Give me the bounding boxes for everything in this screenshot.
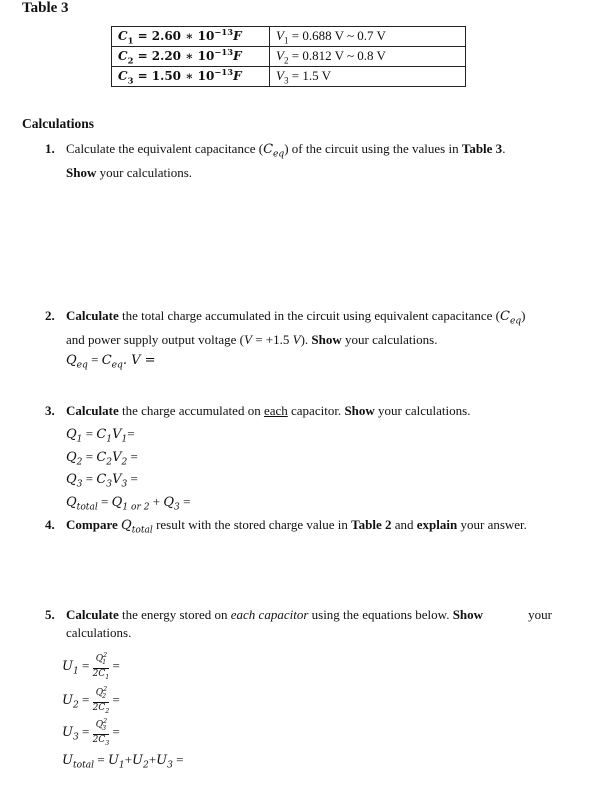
q3-equation-total: $Q_{total} = Q_{1 or 2} + Q_3$ =	[66, 494, 191, 513]
question-4-number: 4.	[45, 517, 55, 532]
table-row	[112, 47, 466, 67]
question-1-number: 1.	[45, 141, 55, 156]
question-3-text: Calculate the charge accumulated on each capacitor. Show your calculations.	[66, 403, 471, 418]
question-5-text: Calculate the energy stored on each capacitor using the equations below. Show your calculations.	[66, 607, 552, 640]
question-3-number: 3.	[45, 403, 55, 418]
q3-equation-3: $Q_3 = C_3V_3$ =	[66, 471, 138, 490]
voltage-cell: $V_3 = 1.5$ V	[270, 67, 466, 87]
capacitance-cell: $C_3 = 1.50$ ∗ $10^{-13}F$	[112, 67, 270, 87]
q5-equation-3: $U_3$ = $\frac{Q^2_3}{2C_3}$ =	[62, 718, 120, 747]
q3-equation-2: $Q_2 = C_2V_2$ =	[66, 449, 138, 468]
question-2-text: Calculate the total charge accumulated in the circuit using equivalent capacitance $(C_{eq})$ and power supply output voltage (V = +1.5 V). Show your calculations.	[66, 308, 526, 347]
capacitance-cell: $C_2 = 2.20$ ∗ $10^{-13}F$	[112, 47, 270, 67]
capacitance-cell: $C_1 = 2.60$ ∗ $10^{-13}F$	[112, 27, 270, 47]
voltage-cell: $V_2 = 0.812$ V ~ 0.8 V	[270, 47, 466, 67]
table-row	[112, 27, 466, 47]
calculations-heading: Calculations	[22, 116, 95, 131]
question-5-number: 5.	[45, 607, 55, 622]
question-4-text: Compare $Q_{total}$ result with the stored charge value in Table 2 and explain your answer.	[66, 517, 527, 536]
question-2-number: 2.	[45, 308, 55, 323]
q2-equation: $Q_{eq} = C_{eq}$. V =	[66, 352, 156, 371]
q5-equation-1: $U_1$ = $\frac{Q^2_1}{2C_1}$ =	[62, 652, 120, 681]
q5-equation-2: $U_2$ = $\frac{Q^2_2}{2C_2}$ =	[62, 686, 120, 715]
q5-equation-total: $U_{total} = U_1+U_2+U_3$ =	[62, 752, 184, 771]
table-title: Table 3	[22, 0, 69, 16]
voltage-cell: $V_1 = 0.688$ V ~ 0.7 V	[270, 27, 466, 47]
table-3	[111, 26, 466, 87]
table-row	[112, 67, 466, 87]
q3-equation-1: $Q_1 = C_1V_1=$	[66, 426, 135, 445]
question-1-text: Calculate the equivalent capacitance $(C_{eq})$ of the circuit using the values in Table 3. Show your calculations.	[66, 141, 506, 180]
